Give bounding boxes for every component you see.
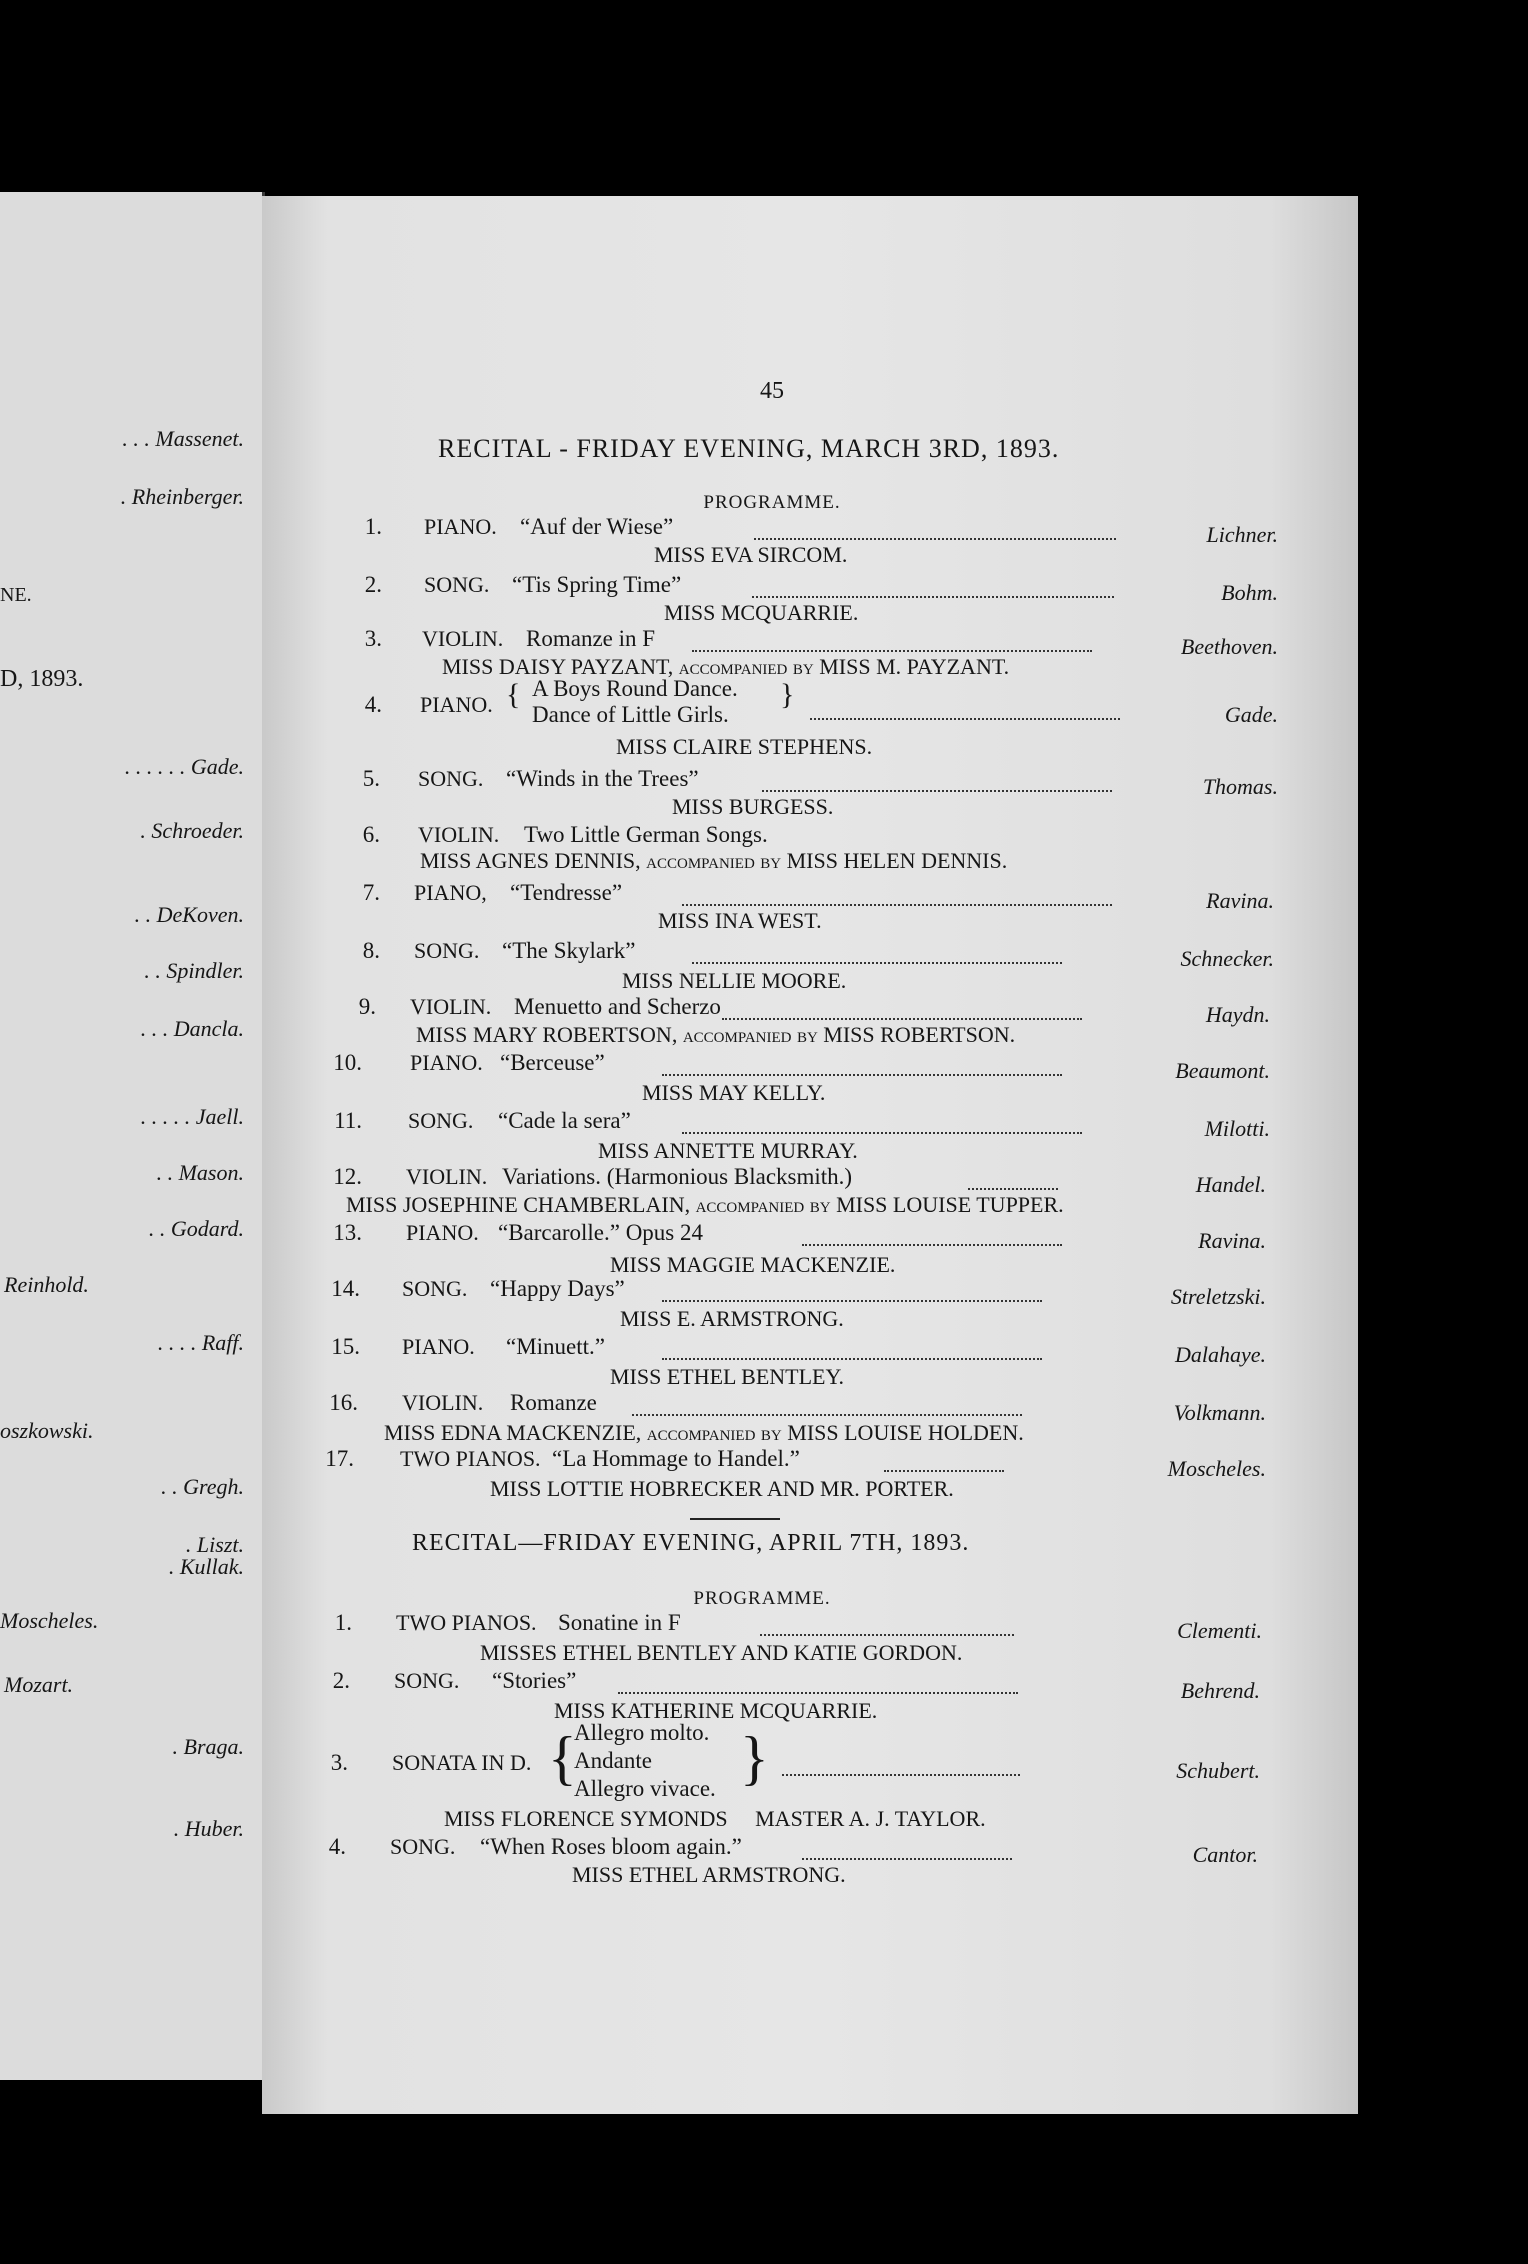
piece-title: “Tendresse”	[510, 880, 623, 905]
piece-title: Romanze	[510, 1390, 597, 1415]
instrument-label: VIOLIN.	[422, 626, 504, 651]
piece-title: “Happy Days”	[490, 1276, 625, 1301]
composer: Milotti.	[1204, 1116, 1270, 1141]
performer: MISS ETHEL ARMSTRONG.	[572, 1862, 846, 1887]
composer: Schubert.	[1176, 1758, 1260, 1783]
item-number: 7.	[362, 880, 380, 905]
left-fragment: oszkowski.	[0, 1418, 94, 1443]
composer: Clementi.	[1177, 1618, 1262, 1643]
left-fragment: Reinhold.	[4, 1272, 89, 1297]
instrument-label: VIOLIN.	[402, 1390, 484, 1415]
item-number: 5.	[362, 766, 380, 791]
instrument-label: VIOLIN.	[418, 822, 500, 847]
composer: Cantor.	[1192, 1842, 1258, 1867]
performer: MISS INA WEST.	[658, 908, 822, 933]
piece-title: “Auf der Wiese”	[520, 514, 674, 539]
piece-title: “Berceuse”	[500, 1050, 605, 1075]
composer: Beethoven.	[1180, 634, 1278, 659]
instrument-label: PIANO.	[424, 514, 497, 539]
left-fragment: Moscheles.	[0, 1608, 99, 1633]
instrument-label: SONG.	[418, 766, 484, 791]
item-number: 6.	[362, 822, 380, 847]
left-fragment: . Braga.	[172, 1734, 244, 1759]
item-number: 13.	[333, 1220, 362, 1245]
piece-title: Two Little German Songs.	[524, 822, 768, 847]
movement-title: Allegro vivace.	[574, 1776, 716, 1801]
item-number: 17.	[325, 1446, 354, 1471]
item-number: 10.	[333, 1050, 362, 1075]
left-fragment: . . . . . Jaell.	[140, 1104, 244, 1129]
piece-title: A Boys Round Dance.	[532, 676, 738, 701]
leader-dots	[632, 1414, 1022, 1416]
leader-dots	[884, 1470, 1004, 1472]
piece-title: Dance of Little Girls.	[532, 702, 729, 727]
item-number: 11.	[334, 1108, 362, 1133]
item-number: 2.	[332, 1668, 350, 1693]
left-fragment: Mozart.	[4, 1672, 74, 1697]
left-fragment: . . . Massenet.	[122, 426, 244, 451]
leader-dots	[722, 1018, 1082, 1020]
piece-title: “La Hommage to Handel.”	[552, 1446, 800, 1471]
leader-dots	[782, 1774, 1020, 1776]
piece-title: Romanze in F	[526, 626, 656, 651]
leader-dots	[662, 1074, 1062, 1076]
piece-title: Sonatine in F	[558, 1610, 681, 1635]
performer: MISSES ETHEL BENTLEY AND KATIE GORDON.	[480, 1640, 963, 1665]
performer: MISS JOSEPHINE CHAMBERLAIN, accompanied by MISS LOUISE TUPPER.	[346, 1192, 1064, 1217]
leader-dots	[752, 596, 1114, 598]
leader-dots	[618, 1692, 1018, 1694]
instrument-label: SONG.	[390, 1834, 456, 1859]
leader-dots	[692, 650, 1092, 652]
item-number: 12.	[333, 1164, 362, 1189]
left-fragment: . Kullak.	[168, 1554, 244, 1579]
instrument-label: SONG.	[402, 1276, 468, 1301]
instrument-label: PIANO.	[402, 1334, 475, 1359]
composer: Volkmann.	[1173, 1400, 1266, 1425]
item-number: 2.	[364, 572, 382, 597]
item-number: 9.	[358, 994, 376, 1019]
performer: MISS BURGESS.	[672, 794, 834, 819]
composer: Haydn.	[1205, 1002, 1270, 1027]
instrument-label: SONG.	[424, 572, 490, 597]
performer: MISS EVA SIRCOM.	[654, 542, 848, 567]
instrument-label: TWO PIANOS.	[400, 1446, 541, 1471]
left-fragment: . Schroeder.	[140, 818, 244, 843]
composer: Dalahaye.	[1174, 1342, 1266, 1367]
composer: Schnecker.	[1180, 946, 1274, 971]
programme-label: PROGRAMME.	[693, 1588, 831, 1609]
piece-title: “Tis Spring Time”	[512, 572, 682, 597]
program-page	[262, 196, 1358, 2114]
item-number: 1.	[334, 1610, 352, 1635]
leader-dots	[802, 1858, 1012, 1860]
programme-label: PROGRAMME.	[703, 492, 841, 513]
performer: MISS MAY KELLY.	[642, 1080, 826, 1105]
item-number: 4.	[364, 692, 382, 717]
right-brace: }	[740, 1725, 769, 1791]
performer: MISS MARY ROBERTSON, accompanied by MISS ROBERTSON.	[416, 1022, 1016, 1047]
composer: Lichner.	[1206, 522, 1278, 547]
item-number: 4.	[328, 1834, 346, 1859]
left-fragment: . . Gregh.	[161, 1474, 244, 1499]
item-number: 3.	[364, 626, 382, 651]
left-fragment: . Rheinberger.	[120, 484, 244, 509]
left-brace: {	[506, 678, 521, 711]
performer: MISS AGNES DENNIS, accompanied by MISS HELEN DENNIS.	[420, 848, 1008, 873]
section-divider	[690, 1518, 780, 1520]
left-fragment: . . Mason.	[156, 1160, 244, 1185]
piece-title: “Minuett.”	[506, 1334, 605, 1359]
performer: MISS ANNETTE MURRAY.	[598, 1138, 858, 1163]
composer: Streletzski.	[1170, 1284, 1266, 1309]
piece-title: “Barcarolle.” Opus 24	[498, 1220, 704, 1245]
left-page-fragment	[0, 192, 265, 2080]
right-brace: }	[780, 678, 795, 711]
performer: MISS MCQUARRIE.	[664, 600, 859, 625]
leader-dots	[662, 1300, 1042, 1302]
item-number: 15.	[331, 1334, 360, 1359]
page-number: 45	[760, 378, 784, 404]
item-number: 3.	[330, 1750, 348, 1775]
left-brace: {	[548, 1725, 577, 1791]
instrument-label: PIANO.	[410, 1050, 483, 1075]
piece-title: “Stories”	[492, 1668, 577, 1693]
performer: MISS FLORENCE SYMONDS MASTER A. J. TAYLOR.	[444, 1806, 986, 1831]
piece-title: “When Roses bloom again.”	[480, 1834, 742, 1859]
left-fragment: . . . Dancla.	[140, 1016, 244, 1041]
performer: MISS EDNA MACKENZIE, accompanied by MISS LOUISE HOLDEN.	[384, 1420, 1024, 1445]
composer: Bohm.	[1221, 580, 1278, 605]
composer: Gade.	[1224, 702, 1278, 727]
leader-dots	[682, 904, 1112, 906]
piece-title: “Winds in the Trees”	[506, 766, 699, 791]
performer: MISS MAGGIE MACKENZIE.	[610, 1252, 896, 1277]
instrument-label: SONG.	[394, 1668, 460, 1693]
composer: Handel.	[1195, 1172, 1266, 1197]
leader-dots	[810, 718, 1120, 720]
recital-heading: RECITAL—FRIDAY EVENING, APRIL 7TH, 1893.	[412, 1530, 970, 1556]
performer: MISS KATHERINE MCQUARRIE.	[554, 1698, 878, 1723]
instrument-label: VIOLIN.	[410, 994, 492, 1019]
instrument-label: PIANO.	[406, 1220, 479, 1245]
leader-dots	[802, 1244, 1062, 1246]
composer: Thomas.	[1202, 774, 1278, 799]
left-fragment: . . DeKoven.	[134, 902, 244, 927]
composer: Ravina.	[1206, 888, 1274, 913]
instrument-label: VIOLIN.	[406, 1164, 488, 1189]
performer: MISS NELLIE MOORE.	[622, 968, 847, 993]
piece-title: “The Skylark”	[502, 938, 636, 963]
instrument-label: TWO PIANOS.	[396, 1610, 537, 1635]
leader-dots	[754, 538, 1116, 540]
performer: MISS LOTTIE HOBRECKER AND MR. PORTER.	[490, 1476, 954, 1501]
instrument-label: SONATA IN D.	[392, 1750, 532, 1775]
movement-title: Allegro molto.	[574, 1720, 710, 1745]
composer: Moscheles.	[1167, 1456, 1266, 1481]
instrument-label: PIANO,	[414, 880, 487, 905]
recital-heading: RECITAL - FRIDAY EVENING, MARCH 3RD, 1893.	[438, 434, 1060, 463]
leader-dots	[968, 1188, 1058, 1190]
performer: MISS DAISY PAYZANT, accompanied by MISS M. PAYZANT.	[442, 654, 1010, 679]
composer: Ravina.	[1198, 1228, 1266, 1253]
performer: MISS ETHEL BENTLEY.	[610, 1364, 845, 1389]
left-fragment: . . Godard.	[148, 1216, 244, 1241]
leader-dots	[692, 962, 1062, 964]
left-fragment: D, 1893.	[0, 666, 84, 692]
leader-dots	[762, 790, 1112, 792]
item-number: 8.	[362, 938, 380, 963]
item-number: 16.	[329, 1390, 358, 1415]
piece-title: “Cade la sera”	[498, 1108, 631, 1133]
left-fragment: . Liszt.	[185, 1532, 244, 1557]
leader-dots	[662, 1358, 1042, 1360]
leader-dots	[682, 1132, 1082, 1134]
composer: Behrend.	[1180, 1678, 1260, 1703]
performer: MISS E. ARMSTRONG.	[620, 1306, 844, 1331]
left-fragment: . Huber.	[173, 1816, 244, 1841]
leader-dots	[760, 1634, 1014, 1636]
movement-title: Andante	[574, 1748, 652, 1773]
instrument-label: SONG.	[414, 938, 480, 963]
performer: MISS CLAIRE STEPHENS.	[616, 734, 873, 759]
left-fragment: . . Spindler.	[144, 958, 244, 983]
piece-title: Menuetto and Scherzo	[514, 994, 721, 1019]
composer: Beaumont.	[1175, 1058, 1270, 1083]
left-fragment: . . . . . . Gade.	[124, 754, 244, 779]
piece-title: Variations. (Harmonious Blacksmith.)	[502, 1164, 853, 1189]
left-fragment: NE.	[0, 584, 32, 606]
instrument-label: SONG.	[408, 1108, 474, 1133]
item-number: 14.	[331, 1276, 360, 1301]
left-fragment: . . . . Raff.	[157, 1330, 244, 1355]
item-number: 1.	[364, 514, 382, 539]
instrument-label: PIANO.	[420, 692, 493, 717]
